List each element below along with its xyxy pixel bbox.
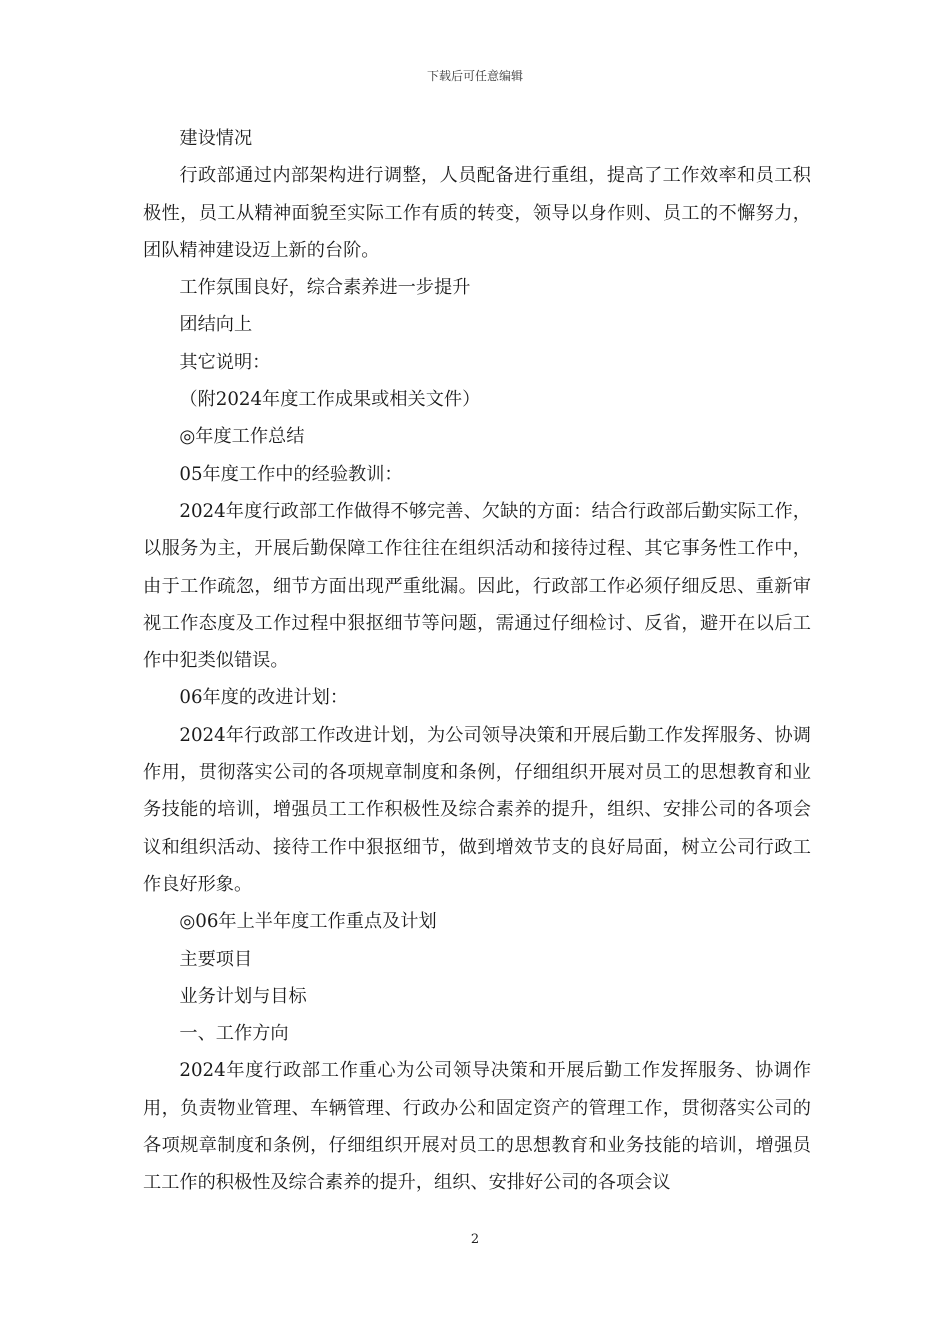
paragraph-improvement-plan: 2024年行政部工作改进计划，为公司领导决策和开展后勤工作发挥服务、协调作用，贯彻落实公司的各项规章制度和条例，仔细组织开展对员工的思想教育和业务技能的培训，增强员工工作积极性及综合素养的提升，组织、安排公司的各项会议和组织活动、接待工作中狠抠细节，做到增效节支的良好局面，树立公司行政工作良好形象。 bbox=[143, 724, 811, 895]
paragraph-shortcomings: 2024年度行政部工作做得不够完善、欠缺的方面：结合行政部后勤实际工作，以服务为主，开展后勤保障工作往往在组织活动和接待过程、其它事务性工作中，由于工作疏忽，细节方面出现严重纰漏。因此，行政部工作必须仔细反思、重新审视工作态度及工作过程中狠抠细节等问题，需通过仔细检讨、反省，避开在以后工作中犯类似错误。 bbox=[143, 500, 811, 672]
paragraph-construction-status: 建设情况 bbox=[179, 128, 253, 149]
heading-work-direction: 一、工作方向 bbox=[179, 1023, 289, 1045]
paragraph-admin-restructure: 行政部通过内部架构进行调整，人员配备进行重组，提高了工作效率和员工积极性，员工从精神面貌至实际工作有质的转变，领导以身作则、员工的不懈努力，团队精神建设迈上新的台阶。 bbox=[143, 165, 811, 261]
paragraph-work-focus: 2024年度行政部工作重心为公司领导决策和开展后勤工作发挥服务、协调作用，负责物业管理、车辆管理、行政办公和固定资产的管理工作，贯彻落实公司的各项规章制度和条例，仔细组织开展对员工的思想教育和业务技能的培训，增强员工工作的积极性及综合素养的提升，组织、安排好公司的各项会议 bbox=[143, 1060, 811, 1194]
paragraph-attachment-note: （附2024年度工作成果或相关文件） bbox=[179, 389, 481, 411]
heading-first-half-plan: ◎06年上半年度工作重点及计划 bbox=[179, 911, 437, 933]
page-header-note: 下载后可任意编辑 bbox=[426, 69, 523, 83]
paragraph-work-atmosphere: 工作氛围良好，综合素养进一步提升 bbox=[179, 277, 471, 299]
document-body bbox=[143, 120, 811, 1202]
heading-annual-summary: ◎年度工作总结 bbox=[179, 426, 305, 448]
heading-main-projects: 主要项目 bbox=[179, 948, 253, 970]
heading-lessons-learned: 05年度工作中的经验教训： bbox=[179, 463, 403, 485]
paragraph-unity: 团结向上 bbox=[179, 314, 253, 336]
heading-improvement-plan: 06年度的改进计划： bbox=[179, 687, 349, 709]
paragraph-other-notes: 其它说明： bbox=[179, 351, 271, 373]
heading-business-plan: 业务计划与目标 bbox=[179, 985, 307, 1007]
page-number: 2 bbox=[470, 1232, 480, 1247]
